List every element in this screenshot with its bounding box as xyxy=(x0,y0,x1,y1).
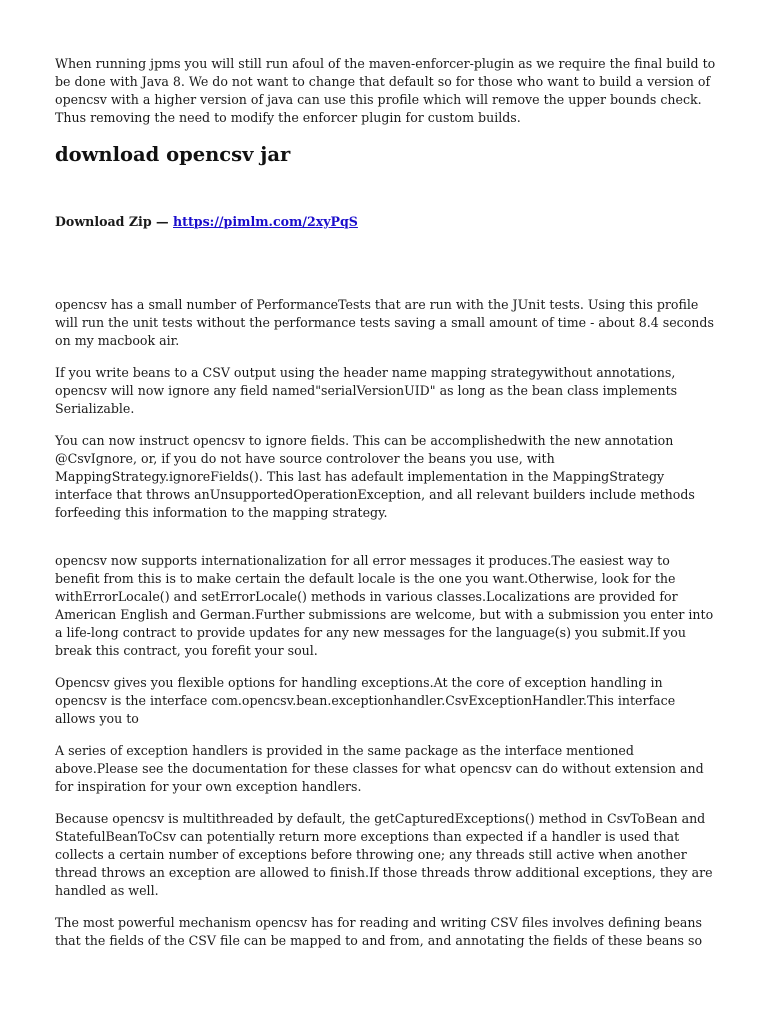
paragraph-exception-handlers: A series of exception handlers is provided in the same package as the interface mentioned above.Please see the documentation for these classes for what opencsv can do without extension and for inspiration for your own exception handlers. xyxy=(55,743,704,794)
download-line xyxy=(55,213,717,231)
paragraph-exception-options: Opencsv gives you flexible options for handling exceptions.At the core of exception handling in opencsv is the interface com.opencsv.bean.exceptionhandler.CsvExceptionHandler.This interface allows you to xyxy=(55,675,676,726)
download-label: Download Zip — xyxy=(55,214,173,229)
paragraph-serial-version: If you write beans to a CSV output using the header name mapping strategywithout annotations, opencsv will now ignore any field named"serialVersionUID" as long as the bean class implements Serializable. xyxy=(55,365,678,416)
download-link[interactable]: https://pimlm.com/2xyPqS xyxy=(173,214,358,229)
paragraph-performance-tests: opencsv has a small number of PerformanceTests that are run with the JUnit tests. Using this profile will run the unit tests without the performance tests saving a small amount of time - about 8.4 seconds on my macbook air. xyxy=(55,297,714,348)
paragraph-internationalization: opencsv now supports internationalization for all error messages it produces.The easiest way to benefit from this is to make certain the default locale is the one you want.Otherwise, look for the withErrorLocale() and setErrorLocale() methods in various classes.Localizations are provided for American English and German.Further submissions are welcome, but with a submission you enter into a life-long contract to provide updates for any new messages for the language(s) you submit.If you break this contract, you forefit your soul. xyxy=(55,553,714,658)
paragraph-multithreaded: Because opencsv is multithreaded by default, the getCapturedExceptions() method in CsvToBean and StatefulBeanToCsv can potentially return more exceptions than expected if a handler is used that collects a certain number of exceptions before throwing one; any threads still active when another thread throws an exception are allowed to finish.If those threads throw additional exceptions, they are handled as well. xyxy=(55,811,713,898)
document-page xyxy=(55,55,717,950)
intro-paragraph: When running jpms you will still run afoul of the maven-enforcer-plugin as we require the final build to be done with Java 8. We do not want to change that default so for those who want to build a version of opencsv with a higher version of java can use this profile which will remove the upper bounds check. Thus removing the need to modify the enforcer plugin for custom builds. xyxy=(55,56,716,125)
paragraph-ignore-fields: You can now instruct opencsv to ignore fields. This can be accomplishedwith the new annotation @CsvIgnore, or, if you do not have source controlover the beans you use, with MappingStrategy.ignoreFields(). This last has adefault implementation in the MappingStrategy interface that throws anUnsupportedOperationException, and all relevant builders include methods forfeeding this information to the mapping strategy. xyxy=(55,433,695,520)
paragraph-beans-mechanism: The most powerful mechanism opencsv has for reading and writing CSV files involves defining beans that the fields of the CSV file can be mapped to and from, and annotating the fields of these beans so xyxy=(55,915,703,948)
page-heading: download opencsv jar xyxy=(55,143,291,166)
